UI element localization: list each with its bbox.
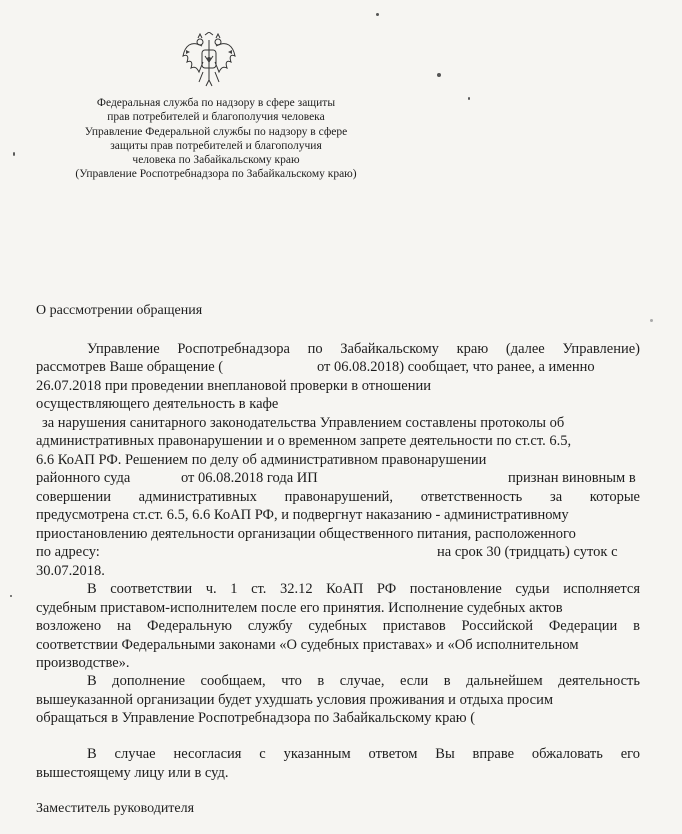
body-line: В случае несогласия с указанным ответом Вы вправе обжаловать его [87,746,640,762]
body-line: признан виновным в [508,470,636,486]
body-line: производстве». [36,655,130,671]
body-line: 26.07.2018 при проведении внеплановой проверки в отношении [36,378,432,394]
scan-speck [468,97,470,100]
signature-title: Заместитель руководителя [36,801,195,816]
body-line: на срок 30 (тридцать) суток с [437,544,618,560]
body-line: Управление Роспотребнадзора по Забайкальскому краю (далее Управление) [87,341,640,357]
header-line: прав потребителей и благополучия человека [107,111,325,124]
header-line: человека по Забайкальскому краю [132,154,300,167]
body-line: соответствии Федеральными законами «О судебных приставах» и «Об исполнительном [36,637,579,653]
body-line: вышеуказанной организации будет ухудшать условия проживания и отдыха просим [36,692,554,708]
body-line: административных правонарушении и о временном запрете деятельности по ст.ст. 6.5, [36,433,572,449]
scan-speck [13,152,15,156]
body-line: предусмотрена ст.ст. 6.5, 6.6 КоАП РФ, и подвергнут наказанию - административному [36,507,569,523]
body-line: от 06.08.2018 года ИП [181,470,318,486]
header-line: защиты прав потребителей и благополучия [110,139,322,152]
header-line: Управление Федеральной службы по надзору в сфере [84,125,348,138]
body-line: 6.6 КоАП РФ. Решением по делу об административном правонарушении [36,452,487,468]
body-line: В соответствии ч. 1 ст. 32.12 КоАП РФ постановление судьи исполняется [87,581,640,597]
body-line: обращаться в Управление Роспотребнадзора по Забайкальскому краю ( [36,710,476,726]
body-line: за нарушения санитарного законодательства Управлением составлены протоколы об [42,415,565,431]
body-line: В дополнение сообщаем, что в случае, если в дальнейшем деятельность [87,673,640,689]
body-line: от 06.08.2018) сообщает, что ранее, а именно [317,359,595,375]
letter-subject: О рассмотрении обращения [36,303,203,318]
sender-header [30,96,402,182]
body-line: 30.07.2018. [36,563,105,579]
russian-coat-of-arms-icon [181,32,237,90]
body-line: приостановлению деятельности организации общественного питания, расположенного [36,526,576,542]
body-line: по адресу: [36,544,100,560]
scan-speck [650,319,653,322]
header-line: (Управление Роспотребнадзора по Забайкальскому краю) [75,168,357,181]
scan-speck [376,13,379,16]
body-line: вышестоящему лицу или в суд. [36,765,229,781]
scan-speck [10,595,12,597]
header-line: Федеральная служба по надзору в сфере защиты [96,97,336,109]
scan-speck [437,73,441,77]
body-line: районного суда [36,470,131,486]
body-line: осуществляющего деятельность в кафе [36,396,279,412]
body-line: судебным приставом-исполнителем после его принятия. Исполнение судебных актов [36,600,563,616]
body-line: совершении административных правонарушений, ответственность за которые [36,489,640,505]
body-line: возложено на Федеральную службу судебных приставов Российской Федерации в [36,618,640,634]
body-line: рассмотрев Ваше обращение ( [36,359,224,375]
